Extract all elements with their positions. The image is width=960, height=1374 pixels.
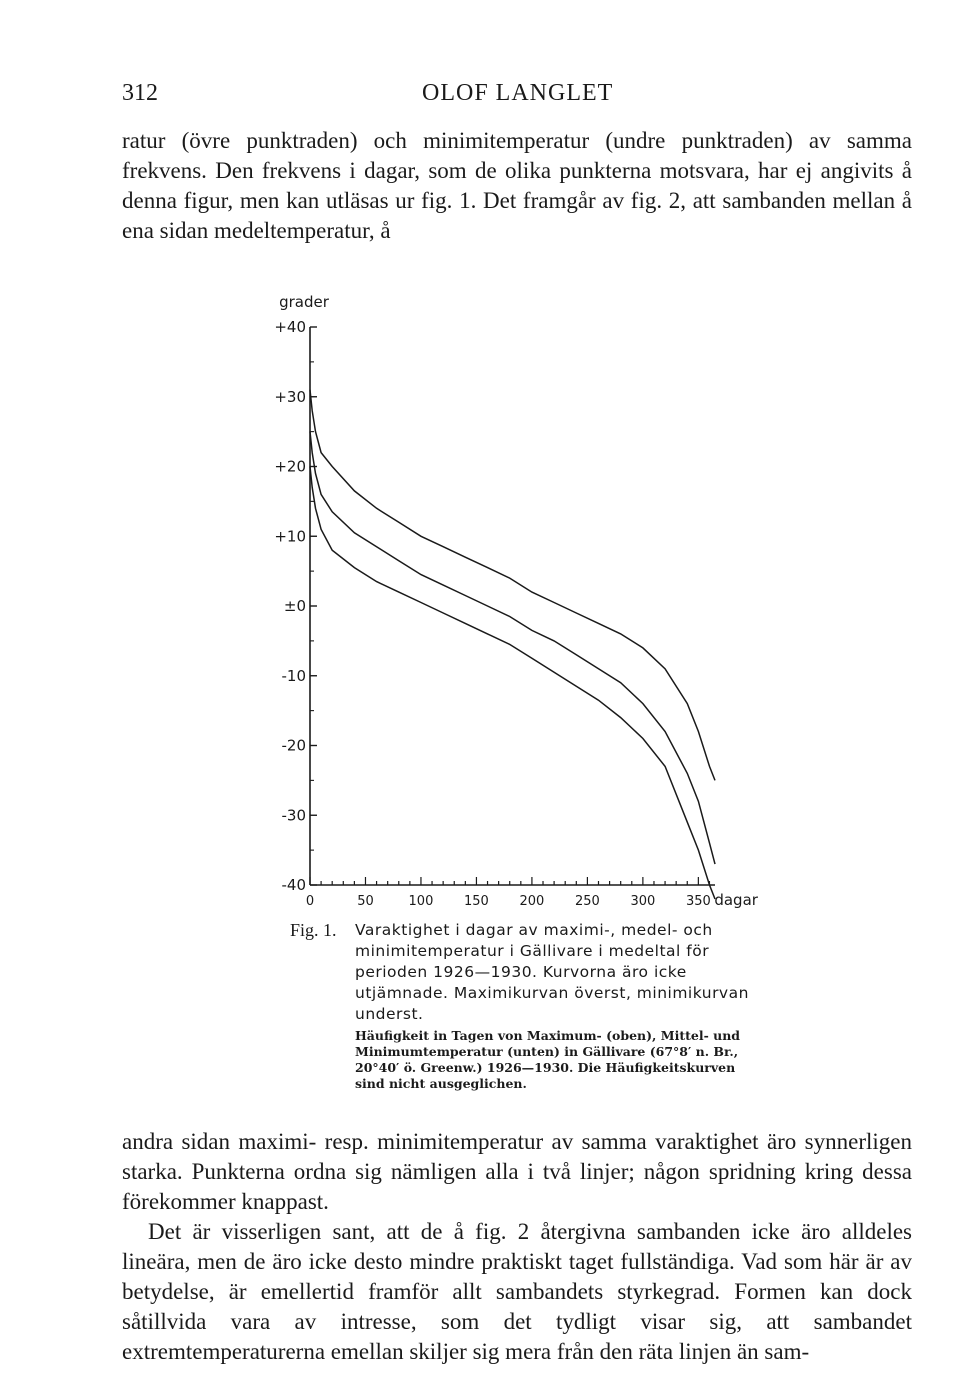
paragraph: Det är visserligen sant, att de å fig. 2 återgivna sambanden icke äro alldeles lineära, men de äro icke desto mindre praktiskt taget fullständiga. Vad som här är av betydelse, är emellertid framför allt sambandets styrkegrad. Formen kan dock såtillvida vara av intresse, som det tydligt visar sig, att sambandet extremtemperaturerna emellan skiljer sig mera från den räta linjen än sam- — [122, 1219, 912, 1364]
y-tick-label: +10 — [274, 527, 306, 546]
x-tick-label: 300 — [630, 894, 656, 909]
body-text-top — [122, 126, 912, 246]
x-tick-label: 150 — [464, 894, 489, 909]
y-tick-label: +40 — [274, 318, 306, 336]
paragraph: andra sidan maximi- resp. minimitemperatur av samma varaktighet äro synnerligen starka. Punkterna ordna sig nämligen alla i två linjer; någon spridning kring dessa förekommer knappast. — [122, 1129, 912, 1214]
x-tick-label: 0 — [305, 894, 315, 909]
page-header — [122, 80, 842, 120]
x-tick-label: 50 — [357, 894, 374, 909]
figure-label: Fig. 1. — [290, 920, 337, 940]
series-line-0 — [310, 390, 715, 781]
series-line-1 — [310, 432, 715, 864]
y-tick-label: +30 — [274, 387, 306, 406]
temperature-duration-chart — [250, 290, 758, 910]
running-title: OLOF LANGLET — [422, 80, 614, 106]
x-tick-label: 250 — [574, 894, 600, 909]
y-axis-label: grader — [279, 293, 329, 311]
x-tick-label: 200 — [519, 894, 545, 909]
y-tick-label: -10 — [281, 666, 306, 685]
x-tick-label: 100 — [408, 894, 434, 909]
figure-caption-swedish: Varaktighet i dagar av maximi-, medel- och minimitemperatur i Gällivare i medeltal för perioden 1926—1930. Kurvorna äro icke utjämnade. Maximikurvan överst, minimikurvan underst. — [355, 921, 749, 1023]
x-tick-label: 350 — [685, 894, 711, 909]
y-tick-label: -20 — [281, 736, 306, 755]
y-tick-label: -40 — [281, 876, 306, 894]
figure-caption-german: Häufigkeit in Tagen von Maximum- (oben), Mittel- und Minimumtemperatur (unten) in Gällivare (67°8′ n. Br., 20°40′ ö. Greenw.) 1926—1930. Die Häufigkeitskurven sind nicht ausgeglichen. — [355, 1028, 741, 1091]
x-axis-label: dagar — [714, 891, 758, 909]
y-tick-label: +20 — [274, 457, 306, 476]
page-number: 312 — [122, 80, 158, 106]
paragraph: ratur (övre punktraden) och minimitemperatur (undre punktraden) av samma frekvens. Den frekvens i dagar, som de olika punkterna motsvara, har ej angivits å denna figur, men kan utläsas ur fig. 1. Det framgår av fig. 2, att sambanden mellan å ena sidan medeltemperatur, å — [122, 128, 912, 243]
y-tick-label: -30 — [281, 806, 306, 825]
y-tick-label: ±0 — [283, 597, 306, 615]
series-line-2 — [310, 467, 715, 900]
body-text-bottom — [122, 1127, 912, 1367]
